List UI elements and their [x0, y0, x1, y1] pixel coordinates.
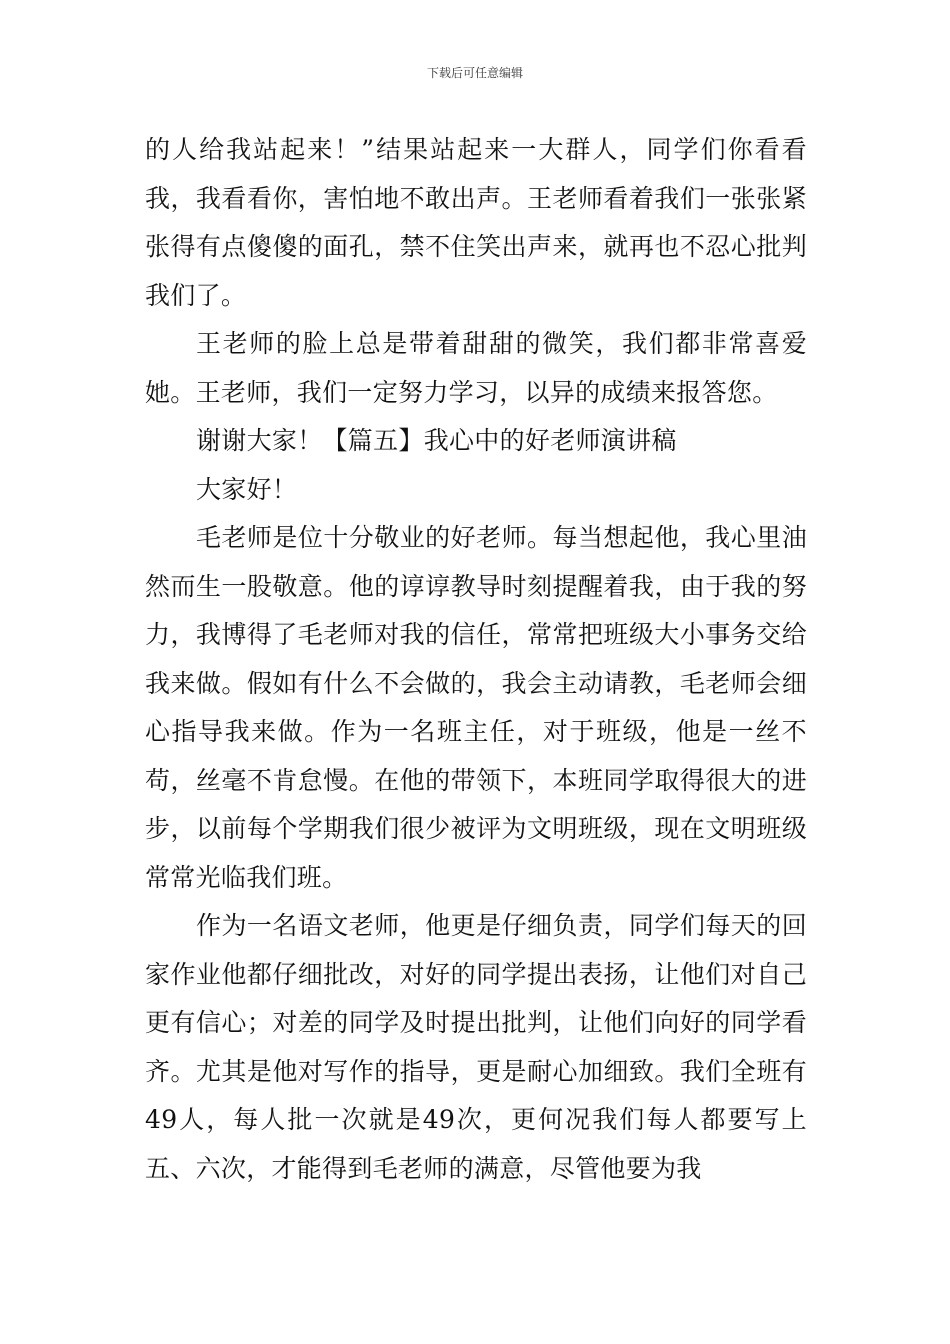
page-header-note: 下载后可任意编辑	[426, 66, 523, 80]
paragraph-teacher-mao: 毛老师是位十分敬业的好老师。每当想起他，我心里油然而生一股敬意。他的谆谆教导时刻提醒着我，由于我的努力，我博得了毛老师对我的信任，常常把班级大小事务交给我来做。假如有什么不会做的，我会主动请教，毛老师会细心指导我来做。作为一名班主任，对于班级，他是一丝不苟，丝毫不肯怠慢。在他的带领下，本班同学取得很大的进步，以前每个学期我们很少被评为文明班级，现在文明班级常常光临我们班。	[145, 523, 807, 892]
paragraph-teacher-smile: 王老师的脸上总是带着甜甜的微笑，我们都非常喜爱她。王老师，我们一定努力学习，以异的成绩来报答您。	[145, 329, 807, 407]
paragraph-greeting: 大家好！	[196, 474, 298, 504]
paragraph-thanks-heading: 谢谢大家！【篇五】我心中的好老师演讲稿	[196, 426, 677, 455]
paragraph-chinese-teacher: 作为一名语文老师，他更是仔细负责，同学们每天的回家作业他都仔细批改，对好的同学提出表扬，让他们对自己更有信心；对差的同学及时提出批判，让他们向好的同学看齐。尤其是他对写作的指导，更是耐心加细致。我们全班有49人，每人批一次就是49次，更何况我们每人都要写上五、六次，才能得到毛老师的满意，尽管他要为我	[145, 911, 807, 1183]
document-body	[145, 126, 807, 1193]
paragraph-continuation: 的人给我站起来！”结果站起来一大群人，同学们你看看我，我看看你，害怕地不敢出声。王老师看着我们一张张紧张得有点傻傻的面孔，禁不住笑出声来，就再也不忍心批判我们了。	[145, 135, 807, 310]
